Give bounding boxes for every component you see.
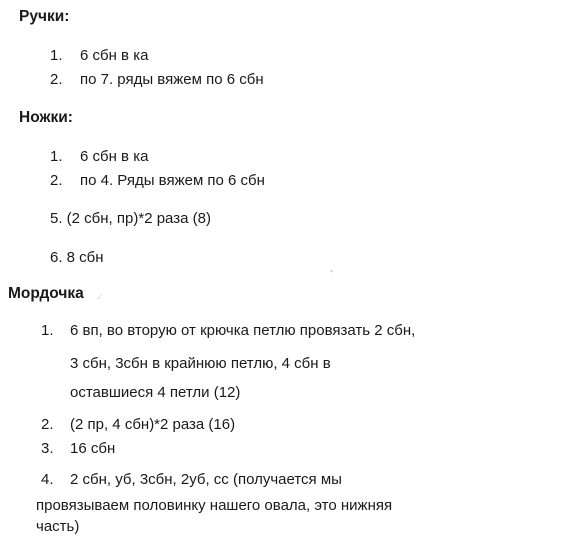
list-number: 2. (41, 416, 54, 433)
section-heading-ruchki: Ручки: (19, 8, 70, 25)
list-item-line: 6 вп, во вторую от крючка петлю провязать 2 сбн, (70, 322, 416, 339)
list-item: 6. 8 сбн (50, 249, 104, 266)
watermark-mark: ▪ (330, 266, 334, 276)
list-item-line: 3 сбн, 3сбн в крайнюю петлю, 4 сбн в (70, 355, 331, 372)
section-heading-nozhki: Ножки: (19, 109, 73, 126)
list-number: 3. (41, 440, 54, 457)
list-number: 1. (41, 322, 54, 339)
list-item: по 4. Ряды вяжем по 6 сбн (80, 172, 265, 189)
watermark-mark: ✓ (96, 292, 104, 302)
list-item: по 7. ряды вяжем по 6 сбн (80, 71, 264, 88)
list-item: 6 сбн в ка (80, 148, 149, 165)
list-number: 2. (50, 172, 63, 189)
section-heading-mordochka: Мордочка (8, 285, 84, 302)
list-item: (2 пр, 4 сбн)*2 раза (16) (70, 416, 236, 433)
list-item-line: оставшиеся 4 петли (12) (70, 384, 241, 401)
list-number: 2. (50, 71, 63, 88)
list-number: 1. (50, 148, 63, 165)
list-item: 6 сбн в ка (80, 47, 149, 64)
list-item-line: часть) (36, 518, 80, 535)
list-item: 5. (2 сбн, пр)*2 раза (8) (50, 210, 211, 227)
list-item-line: провязываем половинку нашего овала, это нижняя (36, 497, 393, 514)
list-number: 1. (50, 47, 63, 64)
list-number: 4. (41, 471, 54, 488)
list-item: 16 сбн (70, 440, 116, 457)
list-item-line: 2 сбн, уб, 3сбн, 2уб, сс (получается мы (70, 471, 342, 488)
